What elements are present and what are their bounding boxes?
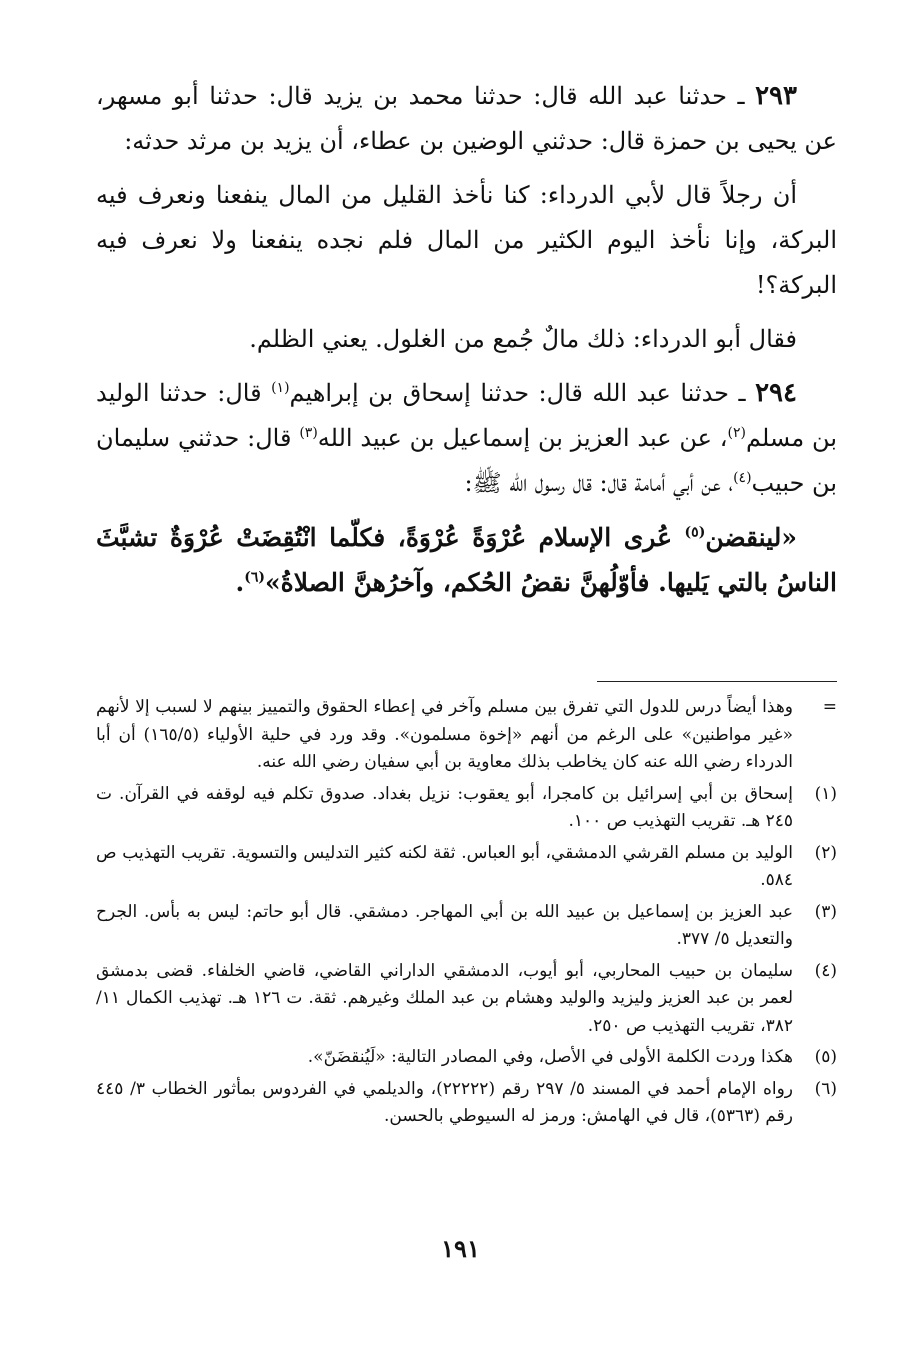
footnotes [96, 694, 837, 1135]
footnote-label: (٤) [814, 960, 837, 981]
footnote-marker[interactable]: (٢) [727, 425, 747, 441]
footnote-item [96, 899, 837, 954]
footnote-text: عبد العزيز بن إسماعيل بن عبيد الله بن أبي المهاجر. دمشقي. قال أبو حاتم: ليس به بأس. الجرح والتعديل ٥/ ٣٧٧. [96, 901, 793, 949]
footnote-text: الوليد بن مسلم القرشي الدمشقي، أبو العباس. ثقة لكنه كثير التدليس والتسوية. تقريب التهذيب ص ٥٨٤. [96, 842, 793, 890]
footnote-divider [597, 681, 837, 682]
isnad-text: ـ حدثنا عبد الله قال: حدثنا إسحاق بن إبراهيم [289, 379, 756, 407]
isnad-text: ، عن أبي أمامة قال: قال رسول الله ﷺ: [464, 469, 734, 497]
hadith-294-isnad [96, 371, 837, 506]
hadith-number: ٢٩٤ [755, 378, 797, 408]
isnad-text: ـ حدثنا عبد الله قال: حدثنا محمد بن يزيد قال: حدثنا أبو مسهر، عن يحيى بن حمزة قال: حدثني الوضين بن عطاء، أن يزيد بن مرثد حدثه: [96, 82, 837, 155]
footnote-label: (٦) [814, 1078, 837, 1099]
page-number: ١٩١ [441, 1234, 480, 1263]
footnote-marker[interactable]: (٥) [684, 524, 706, 541]
footnote-text: وهذا أيضاً درس للدول التي تفرق بين مسلم وآخر في إعطاء الحقوق والتمييز بينهم لا لسبب إلا لأنهم «غير مواطنين» على الرغم من أنهم «إخوة مسلمون». وقد ورد في حلية الأولياء (١٦٥/٥) أن أبا الدرداء رضي الله عنه كان يخاطب بذلك معاوية بن أبي سفيان رضي الله عنه. [96, 697, 793, 772]
footnote-item [96, 1044, 837, 1072]
footnote-item [96, 781, 837, 836]
footnote-label: (١) [814, 783, 837, 804]
footnote-item [96, 694, 837, 777]
hadith-293-reply: فقال أبو الدرداء: ذلك مالٌ جُمع من الغلول. يعني الظلم. [249, 325, 797, 353]
footnote-marker[interactable]: (٣) [299, 425, 318, 441]
footnote-marker[interactable]: (١) [271, 380, 290, 396]
matn-text: «لينقضن [705, 523, 797, 552]
footnote-text: إسحاق بن أبي إسرائيل بن كامجرا، أبو يعقوب: نزيل بغداد. صدوق تكلم فيه لوقفه في القرآن. ت ٢٤٥ هـ. تقريب التهذيب ص ١٠٠. [96, 783, 793, 831]
footnote-text: رواه الإمام أحمد في المسند ٥/ ٢٩٧ رقم (٢٢٢٢٢)، والديلمي في الفردوس بمأثور الخطاب ٣/ ٤٤٥ رقم (٥٣٦٣)، قال في الهامش: ورمز له السيوطي بالحسن. [96, 1078, 793, 1126]
footnote-label: (٢) [814, 842, 837, 863]
isnad-text: قال: حدثنا الوليد بن مسلم [96, 379, 837, 452]
matn-text: عُرى الإسلام عُرْوَةً عُرْوَةً، فكلّما انْتُقِضَتْ عُرْوَةٌ تشبَّثَ الناسُ بالتي يَليها. فأوّلُهنَّ نقضُ الحُكم، وآخرُهنَّ الصلاةُ» [96, 523, 837, 597]
footnote-text: سليمان بن حبيب المحاربي، أبو أيوب، الدمشقي الداراني القاضي، قاضي الخلفاء. قضى بدمشق لعمر بن عبد العزيز وليزيد والوليد وهشام بن عبد الملك وغيرهم. ثقة. ت ١٢٦ هـ. تهذيب الكمال ١١/ ٣٨٢، تقريب التهذيب ص ٢٥٠. [96, 960, 794, 1036]
footnote-marker[interactable]: (٦) [244, 569, 265, 586]
footnote-label: (٥) [814, 1047, 837, 1067]
main-text [96, 74, 837, 614]
isnad-text: ، عن عبد العزيز بن إسماعيل بن عبيد الله [317, 424, 728, 452]
footnote-item [96, 958, 837, 1041]
hadith-294-matn [96, 515, 837, 605]
hadith-293-isnad [96, 74, 837, 164]
hadith-number: ٢٩٣ [755, 81, 797, 111]
footnote-label: = [822, 697, 837, 717]
footnote-item [96, 1076, 837, 1131]
footnote-label: (٣) [814, 901, 837, 922]
isnad-text: قال: حدثني سليمان بن حبيب [96, 424, 837, 497]
footnote-marker[interactable]: (٤) [733, 470, 752, 486]
footnote-item [96, 840, 837, 895]
matn-text: . [235, 568, 245, 597]
hadith-293-matn: أن رجلاً قال لأبي الدرداء: كنا نأخذ القليل من المال ينفعنا ونعرف فيه البركة، وإنا نأخذ اليوم الكثير من المال فلم نجده ينفعنا ولا نعرف فيه البركة؟! [96, 181, 837, 299]
footnote-text: هكذا وردت الكلمة الأولى في الأصل، وفي المصادر التالية: «لَيُنقضَنّ». [307, 1047, 793, 1067]
